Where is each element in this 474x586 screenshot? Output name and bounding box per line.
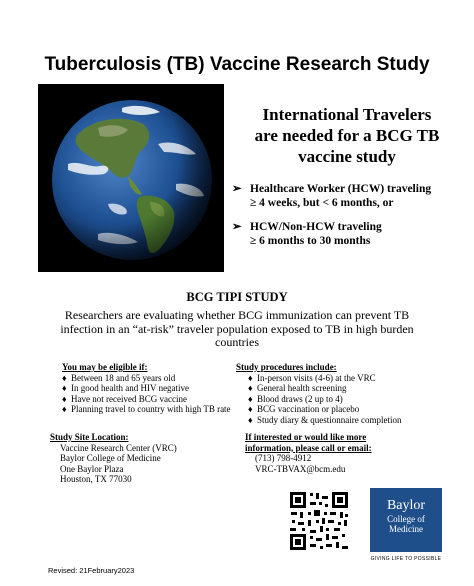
diamond-bullet-icon: ♦ [248, 372, 253, 383]
earth-globe-icon [38, 84, 224, 272]
list-item: ♦ Planning travel to country with high TB rate [62, 404, 231, 415]
intro-paragraph: Researchers are evaluating whether BCG immunization can prevent TB infection in an “at-risk” traveler population exposed to TB in high burden countries [60, 308, 414, 349]
headline-line-2: are needed for a BCG TB [254, 126, 440, 145]
diamond-bullet-icon: ♦ [62, 404, 67, 415]
qr-code-icon [288, 490, 350, 552]
list-item: ♦ In good health and HIV negative [62, 383, 190, 394]
revised-date: Revised: 21February2023 [48, 566, 135, 575]
eligibility-list [62, 362, 237, 415]
study-name-heading: BCG TIPI STUDY [186, 290, 288, 304]
list-item: ♦ BCG vaccination or placebo [248, 404, 360, 415]
bullet-line: ≥ 6 months to 30 months [250, 235, 371, 247]
contact-heading: If interested or would like more [245, 432, 367, 442]
qr-code[interactable] [288, 490, 350, 552]
arrow-bullet-icon: ➢ [232, 183, 242, 195]
list-item: ♦ Have not received BCG vaccine [62, 393, 187, 404]
contact-phone[interactable]: (713) 798-4912 [255, 453, 312, 464]
diamond-bullet-icon: ♦ [62, 393, 67, 404]
diamond-bullet-icon: ♦ [248, 404, 253, 415]
bullet-item [232, 182, 468, 210]
diamond-bullet-icon: ♦ [248, 414, 253, 425]
eligibility-heading: You may be eligible if: [62, 362, 148, 372]
headline-line-3: vaccine study [298, 147, 396, 166]
contact-email[interactable]: VRC-TBVAX@bcm.edu [255, 463, 346, 474]
list-item: ♦ Study diary & questionnaire completion [248, 414, 402, 425]
site-line: Houston, TX 77030 [60, 474, 132, 485]
procedures-heading: Study procedures include: [236, 362, 337, 372]
site-line: One Baylor Plaza [60, 463, 124, 474]
diamond-bullet-icon: ♦ [62, 372, 67, 383]
logo-line-3: Medicine [389, 524, 423, 534]
earth-image [38, 84, 224, 272]
diamond-bullet-icon: ♦ [248, 393, 253, 404]
site-line: Baylor College of Medicine [60, 453, 161, 464]
list-item: ♦ Blood draws (2 up to 4) [248, 393, 343, 404]
baylor-logo [370, 488, 442, 552]
contact-info [245, 432, 372, 474]
site-location [50, 432, 177, 485]
headline [230, 104, 464, 167]
headline-line-1: International Travelers [262, 105, 432, 124]
page-title: Tuberculosis (TB) Vaccine Research Study [44, 54, 430, 75]
procedures-list [236, 362, 436, 426]
diamond-bullet-icon: ♦ [248, 383, 253, 394]
bullet-item [232, 220, 468, 248]
bullet-line: ≥ 4 weeks, but < 6 months, or [250, 197, 394, 209]
eligibility-bullets [232, 182, 468, 258]
bullet-line: HCW/Non-HCW traveling [250, 221, 382, 233]
list-item: ♦ General health screening [248, 383, 347, 394]
diamond-bullet-icon: ♦ [62, 383, 67, 394]
logo-line-1: Baylor [386, 498, 426, 513]
site-heading: Study Site Location: [50, 432, 129, 442]
bullet-line: Healthcare Worker (HCW) traveling [250, 183, 432, 195]
logo-tagline: GIVING LIFE TO POSSIBLE [370, 556, 442, 562]
logo-line-2: College of [387, 514, 425, 524]
site-line: Vaccine Research Center (VRC) [60, 442, 177, 453]
list-item: ♦ In-person visits (4-6) at the VRC [248, 372, 376, 383]
list-item: ♦ Between 18 and 65 years old [62, 372, 176, 383]
arrow-bullet-icon: ➢ [232, 221, 242, 233]
contact-heading: information, please call or email: [245, 442, 372, 453]
